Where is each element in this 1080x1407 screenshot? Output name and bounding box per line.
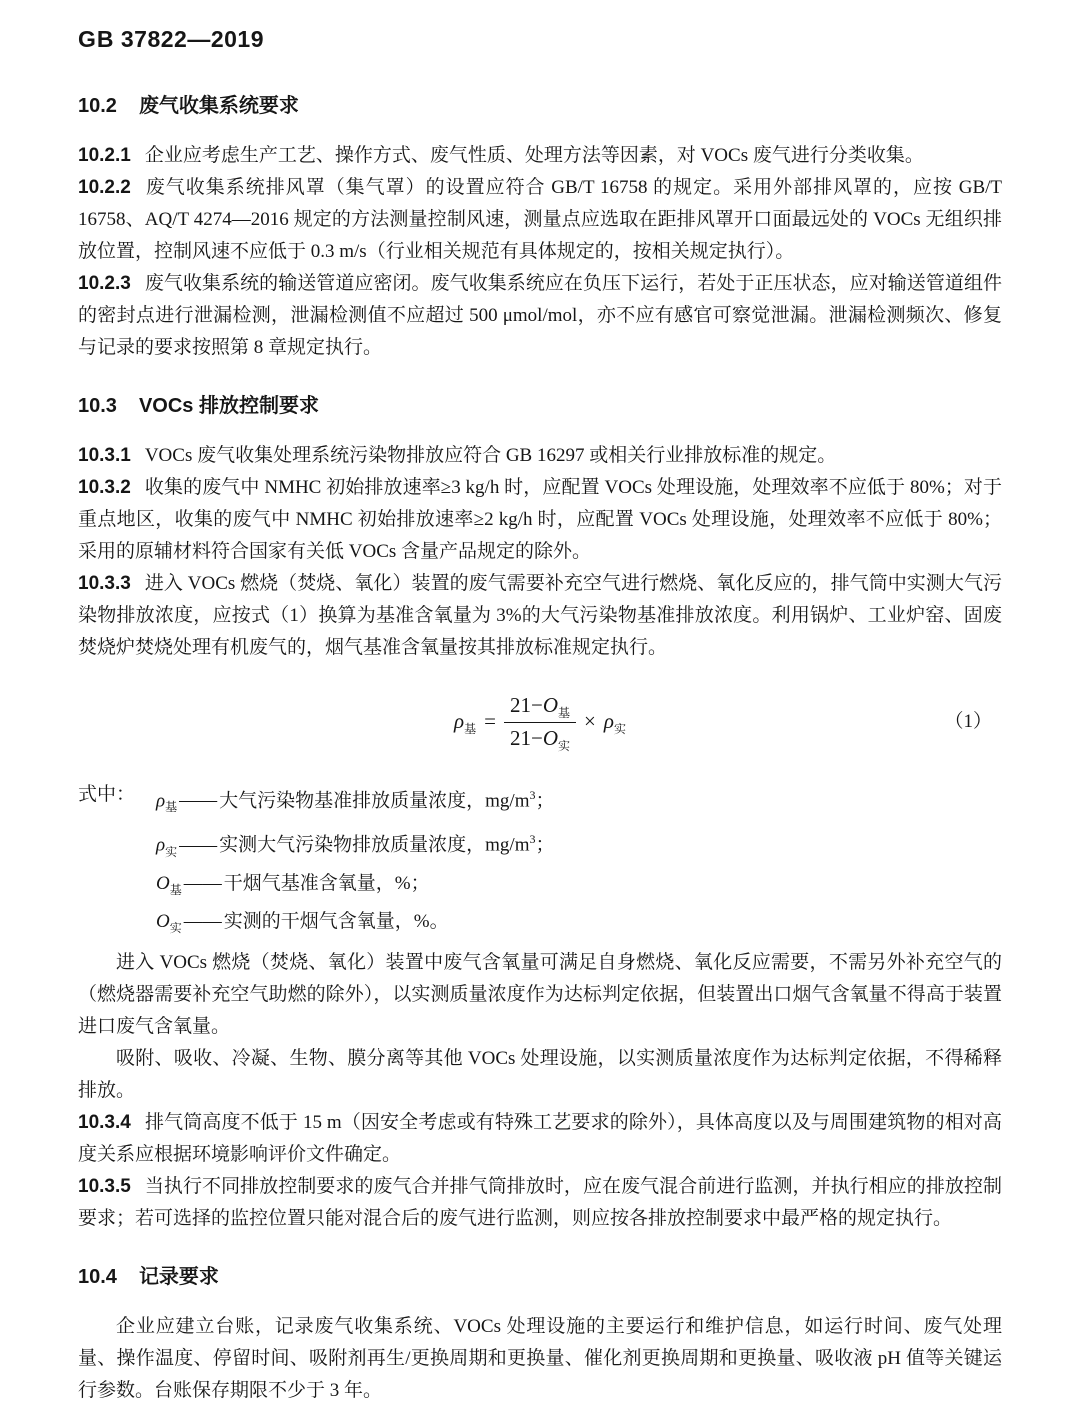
rho-base-symbol: ρ: [454, 709, 465, 734]
clause-text: 废气收集系统排风罩（集气罩）的设置应符合 GB/T 16758 的规定。采用外部排风罩的，应按 GB/T 16758、AQ/T 4274—2016 规定的方法测量控制风速，测量点应选取在距排风罩开口面最远处的 VOCs 无组织排放位置，控制风速不应低于 0.3 m/s（行业相关规范有具体规定的，按相关规定执行）。: [78, 177, 1002, 262]
clause-text: 排气筒高度不低于 15 m（因安全考虑或有特殊工艺要求的除外），具体高度以及与周围建筑物的相对高度关系应根据环境影响评价文件确定。: [78, 1111, 1002, 1165]
section-title: 废气收集系统要求: [138, 95, 299, 117]
section-number: 10.4: [78, 1265, 117, 1288]
clause-text: 企业应考虑生产工艺、操作方式、废气性质、处理方法等因素，对 VOCs 废气进行分类收集。: [144, 145, 924, 166]
legend-intro: 式中：: [78, 784, 136, 805]
equation-number: （1）: [944, 711, 992, 732]
equation-1-formula: $\rho_基$ = $\frac{21-O_基}{21-O_实}$ × $\rho_实$: [454, 693, 626, 753]
clause-10-2-3: [78, 268, 1002, 364]
clause-10-3-5: [78, 1171, 1002, 1235]
section-title: VOCs 排放控制要求: [138, 395, 319, 417]
section-number: 10.3: [78, 395, 117, 417]
fraction-numerator: $21-O_基$: [504, 693, 576, 722]
clause-10-2-2: [78, 172, 1002, 268]
clause-10-2-1: [78, 140, 1002, 172]
clause-number: 10.3.2: [78, 477, 131, 498]
paragraph-combustion-oxygen: 进入 VOCs 燃烧（焚烧、氧化）装置中废气含氧量可满足自身燃烧、氧化反应需要，不需另外补充空气的（燃烧器需要补充空气助燃的除外），以实测质量浓度作为达标判定依据，但装置出口烟气含氧量不得高于装置进口废气含氧量。: [78, 951, 1002, 1037]
multiply-sign: ×: [584, 709, 596, 734]
clause-number: 10.3.4: [78, 1111, 131, 1133]
clause-10-3-3: [78, 568, 1002, 664]
equation-1: [78, 680, 1002, 764]
clause-10-3-4: [78, 1107, 1002, 1171]
paragraph-other-treatment: 吸附、吸收、冷凝、生物、膜分离等其他 VOCs 处理设施，以实测质量浓度作为达标判定依据，不得稀释排放。: [78, 1047, 1002, 1101]
section-title: 记录要求: [138, 1265, 219, 1288]
legend-item-o-base: $O_基$ —— 干烟气基准含氧量，%；: [156, 872, 430, 897]
rho-actual-symbol: ρ: [603, 709, 614, 734]
legend-item-rho-actual: $\rho_实$ —— 实测大气污染物排放质量浓度，$mg/m^3$；: [156, 832, 555, 859]
fraction-denominator: $21-O_实$: [509, 725, 571, 753]
clause-text: 进入 VOCs 燃烧（焚烧、氧化）装置的废气需要补充空气进行燃烧、氧化反应的，排气筒中实测大气污染物排放浓度，应按式（1）换算为基准含氧量为 3%的大气污染物基准排放浓度。利用锅炉、工业炉窑、固废焚烧炉焚烧处理有机废气的，烟气基准含氧量按其排放标准规定执行。: [78, 573, 1002, 658]
section-heading-10-4: [78, 1265, 1002, 1289]
clause-text: VOCs 废气收集处理系统污染物排放应符合 GB 16297 或相关行业排放标准的规定。: [144, 445, 837, 466]
legend-item-rho-base: 式中： $\rho_基$ —— 大气污染物基准排放质量浓度，$mg/m^3$；: [78, 776, 1002, 820]
section-heading-10-3: [78, 394, 1002, 418]
clause-text: 收集的废气中 NMHC 初始排放速率≥3 kg/h 时，应配置 VOCs 处理设施，处理效率不应低于 80%；对于重点地区，收集的废气中 NMHC 初始排放速率≥2 kg/h 时，应配置 VOCs 处理设施，处理效率不应低于 80%；采用的原辅材料符合国家有关低 VOCs 含量产品规定的除外。: [78, 477, 1002, 562]
formula-legend: [78, 776, 1002, 941]
doc-number-prefix: GB: [78, 26, 115, 52]
doc-number-value: 37822—2019: [120, 26, 265, 52]
clause-number: 10.3.1: [78, 445, 131, 466]
clause-number: 10.2.3: [78, 273, 131, 294]
legend-item-o-actual: $O_实$ —— 实测的干烟气含氧量，%。: [156, 910, 449, 935]
paragraph-record-requirements: 企业应建立台账，记录废气收集系统、VOCs 处理设施的主要运行和维护信息，如运行时间、废气处理量、操作温度、停留时间、吸附剂再生/更换周期和更换量、催化剂更换周期和更换量、吸收液 pH 值等关键运行参数。台账保存期限不少于 3 年。: [78, 1315, 1002, 1401]
clause-number: 10.2.2: [78, 177, 131, 198]
clause-text: 废气收集系统的输送管道应密闭。废气收集系统应在负压下运行，若处于正压状态，应对输送管道组件的密封点进行泄漏检测，泄漏检测值不应超过 500 μmol/mol，亦不应有感官可察觉泄漏。泄漏检测频次、修复与记录的要求按照第 8 章规定执行。: [78, 273, 1002, 358]
section-number: 10.2: [78, 95, 117, 117]
clause-10-3-2: [78, 472, 1002, 568]
equals-sign: =: [484, 709, 496, 734]
clause-text: 当执行不同排放控制要求的废气合并排气筒排放时，应在废气混合前进行监测，并执行相应的排放控制要求；若可选择的监控位置只能对混合后的废气进行监测，则应按各排放控制要求中最严格的规定执行。: [78, 1175, 1002, 1229]
clause-number: 10.2.1: [78, 145, 131, 166]
section-heading-10-2: [78, 94, 1002, 118]
clause-number: 10.3.5: [78, 1175, 131, 1197]
doc-number: [78, 26, 1002, 52]
clause-number: 10.3.3: [78, 573, 131, 594]
clause-10-3-1: [78, 440, 1002, 472]
fraction: [504, 693, 576, 753]
